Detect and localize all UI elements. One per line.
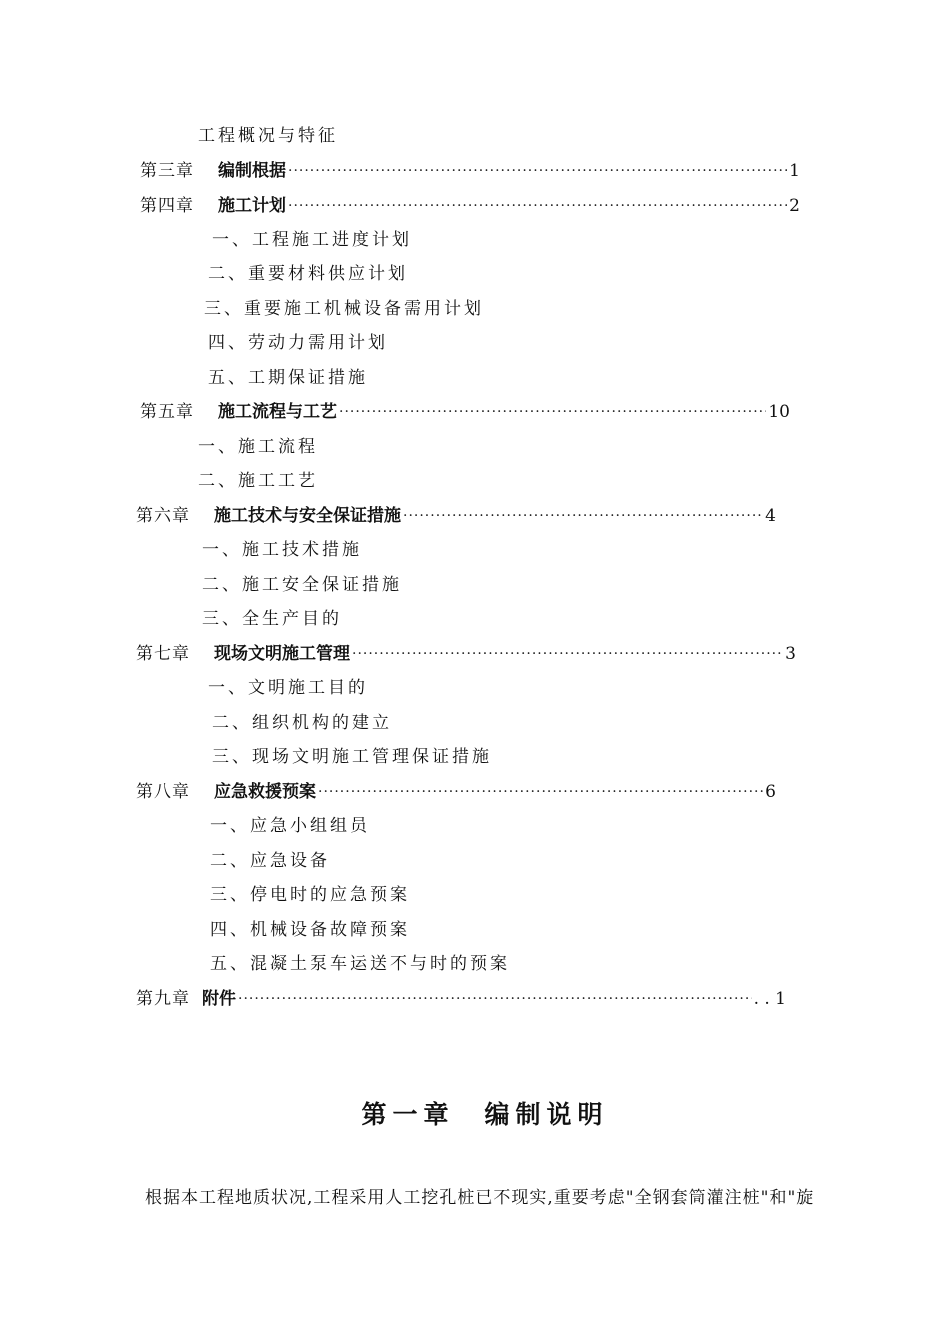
chapter-label: 第七章 [136, 644, 190, 664]
page-number: 3 [785, 644, 796, 664]
chapter-heading-title: 编制说明 [484, 1100, 609, 1129]
toc-item[interactable] [202, 570, 402, 600]
page-number: . . 1 [753, 989, 786, 1009]
chapter-title: 编制根据 [218, 161, 286, 181]
toc-chapter-3[interactable] [140, 156, 800, 186]
dot-leader [318, 777, 763, 807]
toc-item[interactable] [212, 742, 492, 772]
toc-item-text: 三、停电时的应急预案 [210, 885, 410, 905]
toc-item-text: 四、机械设备故障预案 [210, 920, 410, 940]
page-number: 1 [789, 161, 800, 181]
toc-item[interactable] [212, 225, 412, 255]
dot-leader [288, 191, 787, 221]
toc-item-text: 五、混凝土泵车运送不与时的预案 [210, 954, 510, 974]
chapter-title: 施工计划 [218, 196, 286, 216]
toc-item[interactable] [202, 604, 342, 634]
page-number: 6 [765, 782, 776, 802]
toc-item[interactable] [208, 363, 368, 393]
chapter-heading [0, 1095, 950, 1131]
toc-chapter-5[interactable] [140, 397, 790, 427]
toc-item-text: 一、施工流程 [198, 437, 318, 457]
toc-item-text: 一、施工技术措施 [202, 540, 362, 560]
chapter-label: 第五章 [140, 402, 194, 422]
toc-item[interactable] [208, 328, 388, 358]
dot-leader [238, 984, 752, 1014]
toc-chapter-9[interactable] [136, 984, 786, 1014]
toc-item[interactable] [198, 466, 318, 496]
toc-item[interactable] [210, 846, 330, 876]
toc-intro [198, 121, 338, 151]
body-paragraph: 根据本工程地质状况,工程采用人工挖孔桩已不现实,重要考虑"全钢套筒灌注桩"和"旋 [145, 1188, 815, 1208]
toc-item-text: 二、应急设备 [210, 851, 330, 871]
toc-chapter-8[interactable] [136, 777, 776, 807]
chapter-title: 施工技术与安全保证措施 [214, 506, 401, 526]
toc-item[interactable] [210, 811, 370, 841]
chapter-title: 现场文明施工管理 [214, 644, 350, 664]
dot-leader [352, 639, 783, 669]
chapter-title: 应急救援预案 [214, 782, 316, 802]
chapter-heading-number: 第一章 [361, 1100, 455, 1129]
dot-leader [288, 156, 787, 186]
toc-item-text: 二、重要材料供应计划 [208, 264, 408, 284]
toc-item-text: 五、工期保证措施 [208, 368, 368, 388]
toc-item[interactable] [210, 949, 510, 979]
toc-item-text: 三、全生产目的 [202, 609, 342, 629]
page-number: 10 [768, 402, 790, 422]
toc-chapter-4[interactable] [140, 191, 800, 221]
toc-intro-text: 工程概况与特征 [198, 126, 338, 146]
toc-item[interactable] [198, 432, 318, 462]
toc-item[interactable] [208, 259, 408, 289]
page-number: 4 [765, 506, 776, 526]
toc-item[interactable] [202, 535, 362, 565]
page-number: 2 [789, 196, 800, 216]
toc-item[interactable] [204, 294, 484, 324]
dot-leader [339, 397, 766, 427]
toc-item-text: 二、组织机构的建立 [212, 713, 392, 733]
toc-item-text: 一、工程施工进度计划 [212, 230, 412, 250]
toc-item[interactable] [210, 915, 410, 945]
toc-item-text: 四、劳动力需用计划 [208, 333, 388, 353]
toc-item-text: 三、重要施工机械设备需用计划 [204, 299, 484, 319]
toc-item[interactable] [210, 880, 410, 910]
chapter-label: 第三章 [140, 161, 194, 181]
toc-item-text: 二、施工安全保证措施 [202, 575, 402, 595]
chapter-label: 第九章 [136, 989, 190, 1009]
toc-item-text: 一、应急小组组员 [210, 816, 370, 836]
toc-item[interactable] [212, 708, 392, 738]
toc-item[interactable] [208, 673, 368, 703]
toc-chapter-7[interactable] [136, 639, 796, 669]
toc-item-text: 二、施工工艺 [198, 471, 318, 491]
chapter-label: 第八章 [136, 782, 190, 802]
chapter-label: 第六章 [136, 506, 190, 526]
toc-chapter-6[interactable] [136, 501, 776, 531]
toc-item-text: 三、现场文明施工管理保证措施 [212, 747, 492, 767]
dot-leader [403, 501, 763, 531]
chapter-title: 附件 [202, 989, 236, 1009]
chapter-label: 第四章 [140, 196, 194, 216]
toc-item-text: 一、文明施工目的 [208, 678, 368, 698]
chapter-title: 施工流程与工艺 [218, 402, 337, 422]
